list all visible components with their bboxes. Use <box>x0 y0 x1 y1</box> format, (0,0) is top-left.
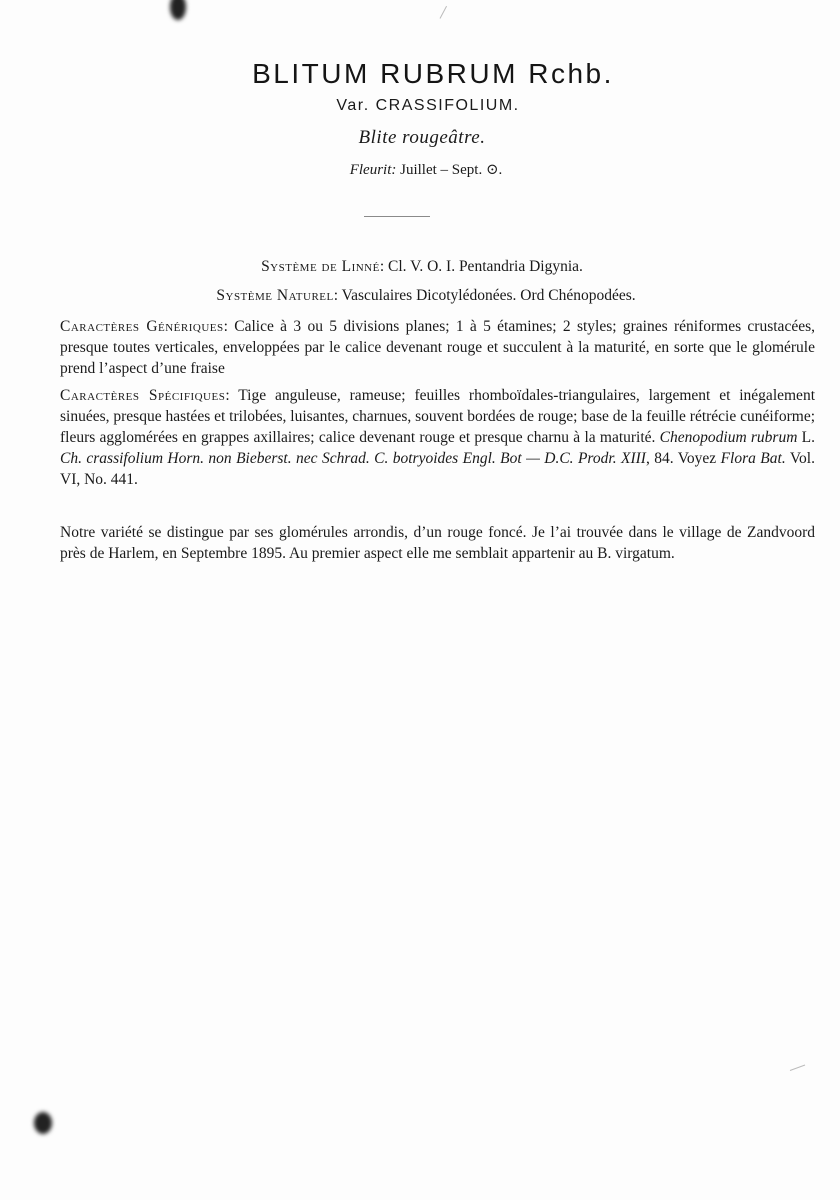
species-title: BLITUM RUBRUM Rchb. <box>252 58 614 89</box>
synonym-2: Ch. crassifolium Horn. non Bieberst. nec Schrad. C. botryoides Engl. Bot — D.C. Prodr. XIII <box>60 450 646 467</box>
generic-label: Caractères Génériques <box>60 318 224 335</box>
linne-text: : Cl. V. O. I. Pentandria Digynia. <box>379 258 583 275</box>
ink-speck <box>170 0 186 20</box>
divider <box>364 216 430 217</box>
naturel-text: : Vasculaires Dicotylédonées. Ord Chénopodées. <box>333 287 636 304</box>
naturel-label: Système Naturel <box>216 287 334 304</box>
paper-scratch <box>790 1065 805 1071</box>
linne-label: Système de Linné <box>261 258 380 275</box>
ink-speck <box>34 1112 52 1134</box>
generic-characters <box>60 316 815 379</box>
synonym-1-author: L. <box>797 429 816 446</box>
volume-reference: Vol. VI, No. 441. <box>60 450 815 488</box>
generic-text: : Calice à 3 ou 5 divisions planes; 1 à 5 étamines; 2 styles; graines réniformes crustacées, presque toutes verticales, enveloppées par le calice devenant rouge et succulent à la maturité, en sorte que le glomérule prend l’aspect d’une fraise <box>60 318 815 377</box>
flora-reference: Flora Bat. <box>720 450 786 467</box>
specific-text: : Tige anguleuse, rameuse; feuilles rhomboïdales-triangulaires, largement et inégalement sinuées, presque hastées et trilobées, luisantes, charnues, souvent bordées de rouge; base de la feuille rétrécie cunéiforme; fleurs agglomérées en grappes axillaires; calice devenant rouge et presque charnu à la maturité. <box>60 387 815 446</box>
specific-characters <box>60 385 815 490</box>
paper-scratch <box>440 6 447 19</box>
specific-label: Caractères Spécifiques <box>60 387 226 404</box>
common-name: Blite rougeâtre. <box>358 127 486 148</box>
flowering-label: Fleurit: <box>349 162 397 178</box>
reference-tail: , 84. Voyez <box>645 450 721 467</box>
synonym-1: Chenopodium rubrum <box>659 429 798 446</box>
natural-system <box>6 287 840 305</box>
flowering-value: Juillet – Sept. ⊙. <box>400 162 503 178</box>
linne-system <box>2 258 840 276</box>
variety-note: Notre variété se distingue par ses glomérules arrondis, d’un rouge foncé. Je l’ai trouvée dans le village de Zandvoord près de Harlem, en Septembre 1895. Au premier aspect elle me semblait appartenir au B. virgatum. <box>60 524 815 562</box>
variety-name: Var. CRASSIFOLIUM. <box>336 97 520 114</box>
flowering-period <box>6 160 840 179</box>
